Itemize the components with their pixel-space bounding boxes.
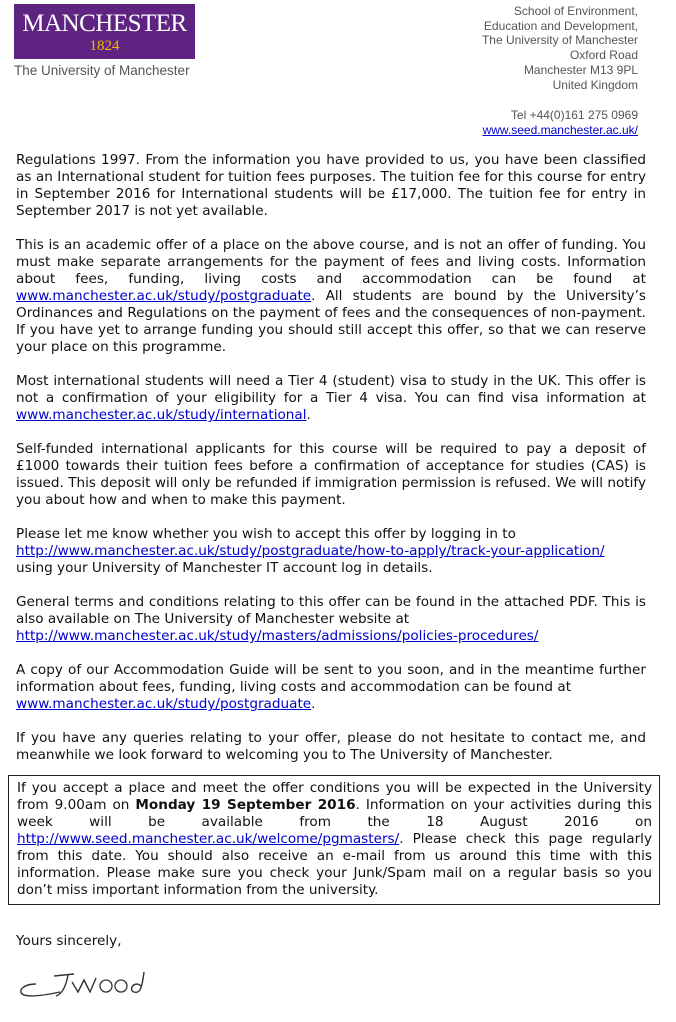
address-line: Oxford Road	[569, 48, 638, 63]
policies-link[interactable]: http://www.manchester.ac.uk/study/masters/admissions/policies-procedures/	[16, 628, 539, 644]
paragraph-fees: Regulations 1997. From the information you have provided to us, you have been classified as an International student for tuition fees purposes. The tuition fee for this course for entry in September 2016 for International students will be £17,000. The tuition fee for entry in September 2017 is not yet available.	[16, 152, 646, 219]
paragraph-deposit: Self-funded international applicants for this course will be required to pay a deposit of £1000 towards their tuition fees before a confirmation of acceptance for studies (CAS) is issued. This deposit will only be refunded if immigration permission is refused. We will notify you about how and when to make this payment.	[16, 441, 646, 508]
welcome-info-box: If you accept a place and meet the offer conditions you will be expected in the University from 9.00am on Monday 19 September 2016. Information on your activities during this week will be available from the 18 August 2016 on http://www.seed.manchester.ac.uk/welcome/pgmasters/. Please check this page regularly from this date. You should also receive an e-mail from us around this time with this information. Please make sure you check your Junk/Spam mail on a regular basis so you don’t miss important information from the university.	[8, 775, 660, 905]
university-name: The University of Manchester	[14, 63, 190, 78]
telephone: Tel +44(0)161 275 0969	[510, 108, 638, 123]
international-link[interactable]: www.manchester.ac.uk/study/international	[16, 407, 307, 423]
paragraph-funding: This is an academic offer of a place on the above course, and is not an offer of funding. You must make separate arrangements for the payment of fees and living costs. Information about fees, funding, living costs and accommodation can be found at www.manchester.ac.uk/study/postgraduate. All students are bound by the University’s Ordinances and Regulations on the payment of fees and the consequences of non-payment. If you have yet to arrange funding you should still accept this offer, so that we can reserve your place on this programme.	[16, 237, 646, 355]
logo-year: 1824	[89, 38, 120, 54]
letter-body	[16, 152, 646, 781]
address-line: School of Environment,	[513, 4, 638, 18]
signature-icon	[16, 962, 161, 1002]
address-block	[482, 4, 638, 138]
paragraph-accept: Please let me know whether you wish to accept this offer by logging in to http://www.manchester.ac.uk/study/postgraduate/how-to-apply/track-your-application/ using your University of Manchester IT account log in details.	[16, 526, 605, 576]
welcome-link[interactable]: http://www.seed.manchester.ac.uk/welcome/pgmasters/	[17, 831, 400, 847]
address-line: Manchester M13 9PL	[523, 62, 638, 77]
start-date: Monday 19 September 2016	[135, 797, 356, 813]
paragraph-queries: If you have any queries relating to your offer, please do not hesitate to contact me, and meanwhile we look forward to welcoming you to The University of Manchester.	[16, 730, 646, 763]
university-logo	[14, 4, 195, 59]
address-line: The University of Manchester	[481, 33, 638, 48]
paragraph-visa: Most international students will need a Tier 4 (student) visa to study in the UK. This offer is not a confirmation of your eligibility for a Tier 4 visa. You can find visa information at www.manchester.ac.uk/study/international.	[16, 373, 646, 423]
postgraduate-link[interactable]: www.manchester.ac.uk/study/postgraduate	[16, 288, 312, 304]
address-line: Education and Development,	[483, 18, 638, 33]
signature	[16, 962, 161, 1006]
paragraph-accommodation: A copy of our Accommodation Guide will be sent to you soon, and in the meantime further information about fees, funding, living costs and accommodation can be found at www.manchester.ac.uk/study/postgraduate.	[16, 662, 646, 712]
logo-name: MANCHESTER	[22, 10, 187, 37]
paragraph-terms: General terms and conditions relating to this offer can be found in the attached PDF. This is also available on The University of Manchester website at http://www.manchester.ac.uk/study/masters/admissions/policies-procedures/	[16, 594, 646, 644]
track-application-link[interactable]: http://www.manchester.ac.uk/study/postgraduate/how-to-apply/track-your-application/	[16, 543, 605, 559]
closing: Yours sincerely,	[16, 933, 122, 949]
address-line: United Kingdom	[552, 77, 638, 92]
accommodation-link[interactable]: www.manchester.ac.uk/study/postgraduate	[16, 696, 312, 712]
website-link[interactable]: www.seed.manchester.ac.uk/	[482, 122, 638, 137]
